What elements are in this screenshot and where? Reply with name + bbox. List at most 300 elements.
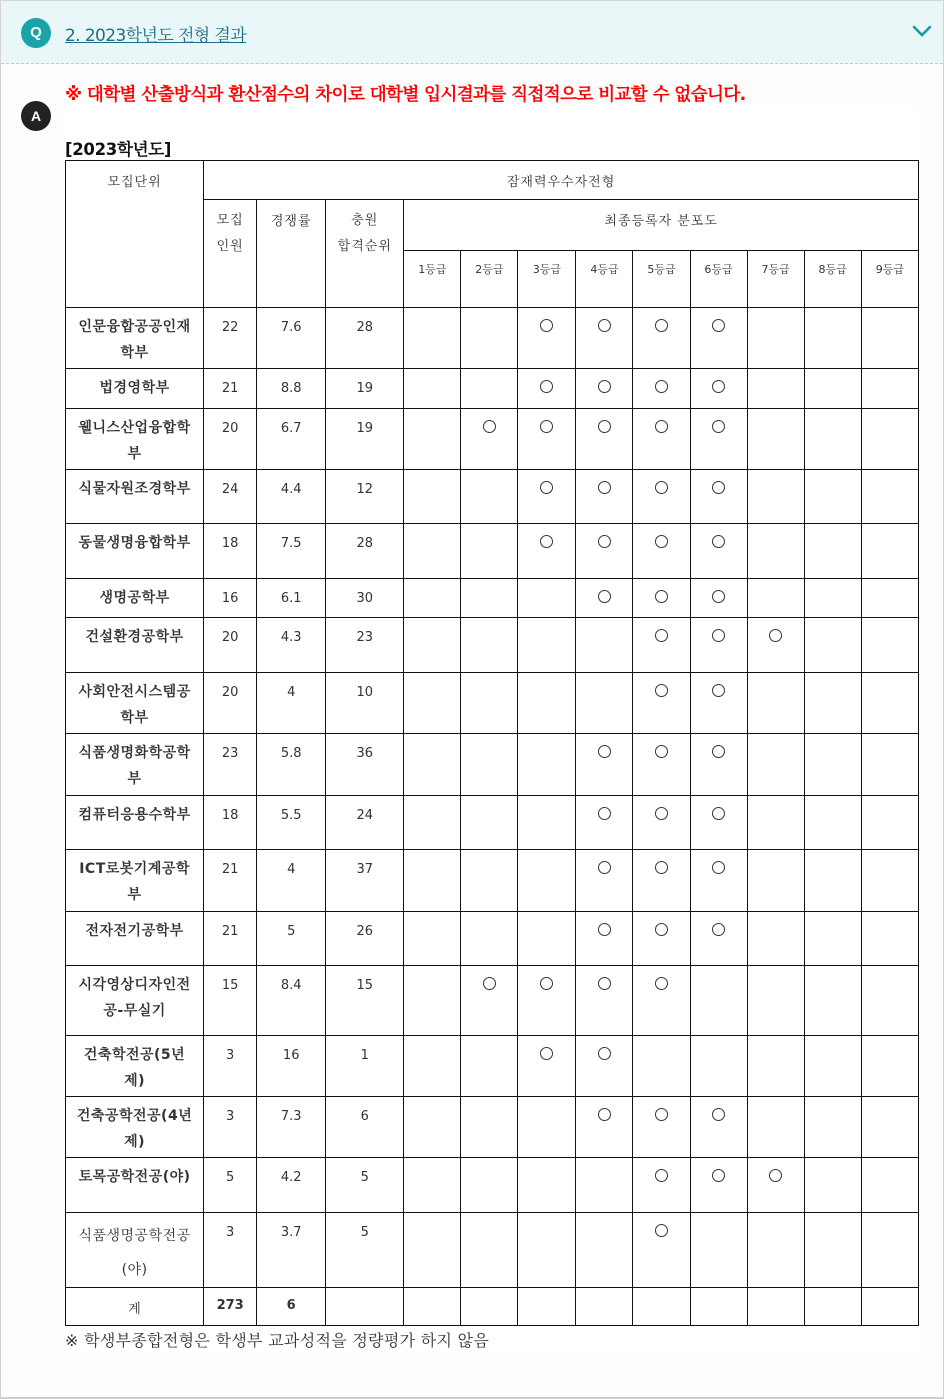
cell-grade-6 <box>690 1036 747 1097</box>
cell-grade-8 <box>804 409 861 470</box>
cell-grade-5 <box>633 409 690 470</box>
notice-warning: ※ 대학별 산출방식과 환산점수의 차이로 대학별 입시결과를 직접적으로 비교할 수 없습니다. <box>65 85 746 105</box>
cell-quota: 23 <box>204 734 257 796</box>
cell-waitlist: 37 <box>326 850 404 912</box>
unit-name <box>66 966 204 1036</box>
unit-name <box>66 1036 204 1097</box>
unit-name-line1: 건설환경공학부 <box>85 629 184 645</box>
cell-grade-4 <box>576 470 633 524</box>
cell-grade-5 <box>633 850 690 912</box>
cell-grade-4 <box>576 796 633 850</box>
circle-mark-icon <box>655 481 668 494</box>
cell-grade-4 <box>576 369 633 409</box>
unit-name <box>66 1097 204 1158</box>
unit-name <box>66 912 204 966</box>
cell-grade-4 <box>576 579 633 618</box>
total-empty-cell <box>461 1288 518 1326</box>
cell-grade-3 <box>518 1097 576 1158</box>
cell-grade-3 <box>518 966 576 1036</box>
circle-mark-icon <box>712 745 725 758</box>
cell-grade-5 <box>633 579 690 618</box>
cell-waitlist: 28 <box>326 308 404 369</box>
total-empty-cell <box>404 1288 461 1326</box>
circle-mark-icon <box>655 1108 668 1121</box>
cell-grade-5 <box>633 734 690 796</box>
circle-mark-icon <box>655 535 668 548</box>
unit-name-line2: 부 <box>127 771 142 787</box>
cell-quota: 3 <box>204 1097 257 1158</box>
table-row <box>66 618 919 673</box>
cell-grade-9 <box>861 1097 918 1158</box>
cell-waitlist: 26 <box>326 912 404 966</box>
cell-grade-3 <box>518 850 576 912</box>
cell-competition: 8.4 <box>257 966 326 1036</box>
unit-name <box>66 796 204 850</box>
table-row <box>66 409 919 470</box>
cell-waitlist: 23 <box>326 618 404 673</box>
cell-quota: 24 <box>204 470 257 524</box>
circle-mark-icon <box>598 923 611 936</box>
cell-grade-7 <box>747 966 804 1036</box>
unit-name-line1: 건축공학전공(4년 <box>76 1108 193 1124</box>
header-waitlist-line2: 합격순위 <box>337 239 392 254</box>
circle-mark-icon <box>655 1224 668 1237</box>
cell-grade-8 <box>804 524 861 579</box>
cell-grade-5 <box>633 1036 690 1097</box>
unit-name-line1: 토목공학전공(야) <box>78 1169 191 1185</box>
cell-grade-3 <box>518 1036 576 1097</box>
cell-grade-8 <box>804 734 861 796</box>
unit-name-line2: 제) <box>124 1134 146 1150</box>
cell-grade-1 <box>404 1213 461 1288</box>
unit-name-line1: 시각영상디자인전 <box>78 977 191 993</box>
cell-grade-9 <box>861 409 918 470</box>
cell-grade-7 <box>747 912 804 966</box>
cell-grade-2 <box>461 1036 518 1097</box>
results-table <box>65 160 919 1326</box>
cell-waitlist: 19 <box>326 409 404 470</box>
header-grade-7: 7등급 <box>747 251 804 308</box>
cell-grade-9 <box>861 1213 918 1288</box>
unit-name-line1: ICT로봇기계공학 <box>79 861 190 877</box>
cell-competition: 4.3 <box>257 618 326 673</box>
circle-mark-icon <box>769 1169 782 1182</box>
cell-grade-9 <box>861 734 918 796</box>
table-row <box>66 1158 919 1213</box>
cell-grade-6 <box>690 850 747 912</box>
cell-grade-7 <box>747 618 804 673</box>
unit-name-line1: 건축학전공(5년 <box>83 1047 186 1063</box>
unit-name-line1: 인문융합공공인재 <box>78 319 191 335</box>
cell-competition: 5.8 <box>257 734 326 796</box>
cell-grade-5 <box>633 966 690 1036</box>
cell-grade-1 <box>404 796 461 850</box>
cell-grade-2 <box>461 524 518 579</box>
circle-mark-icon <box>540 420 553 433</box>
cell-grade-5 <box>633 1158 690 1213</box>
circle-mark-icon <box>540 535 553 548</box>
cell-competition: 5 <box>257 912 326 966</box>
cell-grade-6 <box>690 673 747 734</box>
cell-grade-5 <box>633 470 690 524</box>
cell-grade-9 <box>861 524 918 579</box>
circle-mark-icon <box>655 1169 668 1182</box>
cell-grade-7 <box>747 1097 804 1158</box>
circle-mark-icon <box>598 590 611 603</box>
cell-grade-1 <box>404 1097 461 1158</box>
cell-grade-7 <box>747 308 804 369</box>
cell-grade-1 <box>404 524 461 579</box>
total-empty-cell <box>326 1288 404 1326</box>
circle-mark-icon <box>712 629 725 642</box>
cell-grade-7 <box>747 1158 804 1213</box>
table-row <box>66 796 919 850</box>
cell-competition: 7.3 <box>257 1097 326 1158</box>
header-grade-1: 1등급 <box>404 251 461 308</box>
header-grade-4: 4등급 <box>576 251 633 308</box>
cell-competition: 7.6 <box>257 308 326 369</box>
cell-grade-6 <box>690 734 747 796</box>
cell-grade-5 <box>633 524 690 579</box>
cell-grade-5 <box>633 673 690 734</box>
unit-name <box>66 308 204 369</box>
circle-mark-icon <box>598 807 611 820</box>
cell-competition: 5.5 <box>257 796 326 850</box>
cell-grade-9 <box>861 369 918 409</box>
circle-mark-icon <box>712 481 725 494</box>
cell-grade-2 <box>461 850 518 912</box>
cell-quota: 20 <box>204 673 257 734</box>
circle-mark-icon <box>655 319 668 332</box>
cell-grade-1 <box>404 850 461 912</box>
circle-mark-icon <box>483 420 496 433</box>
header-quota <box>204 200 257 308</box>
header-grade-6: 6등급 <box>690 251 747 308</box>
cell-grade-4 <box>576 966 633 1036</box>
unit-name <box>66 734 204 796</box>
circle-mark-icon <box>712 319 725 332</box>
cell-waitlist: 30 <box>326 579 404 618</box>
cell-grade-6 <box>690 1097 747 1158</box>
cell-grade-6 <box>690 912 747 966</box>
cell-quota: 18 <box>204 796 257 850</box>
cell-grade-5 <box>633 912 690 966</box>
cell-grade-4 <box>576 1097 633 1158</box>
cell-grade-9 <box>861 470 918 524</box>
cell-grade-9 <box>861 579 918 618</box>
cell-grade-2 <box>461 796 518 850</box>
unit-name-line1: 사회안전시스템공 <box>78 684 191 700</box>
cell-grade-7 <box>747 470 804 524</box>
circle-mark-icon <box>598 977 611 990</box>
unit-name <box>66 369 204 409</box>
total-empty-cell <box>861 1288 918 1326</box>
unit-name <box>66 673 204 734</box>
cell-grade-2 <box>461 409 518 470</box>
cell-competition: 8.8 <box>257 369 326 409</box>
question-badge: Q <box>21 18 51 48</box>
header-distribution: 최종등록자 분포도 <box>404 200 919 251</box>
header-grade-8: 8등급 <box>804 251 861 308</box>
unit-name-line1: 법경영학부 <box>99 380 170 396</box>
unit-name-line1: 웰니스산업융합학 <box>78 420 191 436</box>
cell-grade-9 <box>861 673 918 734</box>
total-empty-cell <box>747 1288 804 1326</box>
circle-mark-icon <box>655 684 668 697</box>
table-row <box>66 850 919 912</box>
circle-mark-icon <box>655 977 668 990</box>
circle-mark-icon <box>598 380 611 393</box>
cell-grade-5 <box>633 796 690 850</box>
circle-mark-icon <box>769 629 782 642</box>
cell-grade-2 <box>461 470 518 524</box>
cell-grade-7 <box>747 524 804 579</box>
cell-quota: 20 <box>204 409 257 470</box>
cell-grade-1 <box>404 470 461 524</box>
cell-grade-8 <box>804 850 861 912</box>
circle-mark-icon <box>655 590 668 603</box>
cell-quota: 21 <box>204 850 257 912</box>
cell-grade-6 <box>690 966 747 1036</box>
cell-grade-9 <box>861 1036 918 1097</box>
cell-grade-7 <box>747 734 804 796</box>
circle-mark-icon <box>712 807 725 820</box>
circle-mark-icon <box>483 977 496 990</box>
cell-grade-4 <box>576 734 633 796</box>
cell-grade-6 <box>690 409 747 470</box>
cell-grade-7 <box>747 1036 804 1097</box>
unit-name <box>66 409 204 470</box>
total-empty-cell <box>690 1288 747 1326</box>
circle-mark-icon <box>712 420 725 433</box>
cell-grade-8 <box>804 369 861 409</box>
unit-name-line2: 제) <box>124 1073 146 1089</box>
unit-name <box>66 524 204 579</box>
circle-mark-icon <box>712 923 725 936</box>
year-label: [2023학년도] <box>65 140 172 159</box>
cell-grade-9 <box>861 966 918 1036</box>
cell-quota: 3 <box>204 1213 257 1288</box>
total-competition: 6 <box>257 1288 326 1326</box>
table-row <box>66 1213 919 1288</box>
table-row <box>66 734 919 796</box>
header-quota-line1: 모집 <box>216 213 244 228</box>
unit-name-line1: 전자전기공학부 <box>85 923 184 939</box>
cell-grade-2 <box>461 734 518 796</box>
circle-mark-icon <box>540 380 553 393</box>
question-header[interactable] <box>1 1 943 64</box>
unit-name-line1: 식품생명화학공학 <box>78 745 191 761</box>
cell-grade-6 <box>690 579 747 618</box>
unit-name-line1: 생명공학부 <box>99 590 170 606</box>
cell-grade-4 <box>576 912 633 966</box>
cell-grade-3 <box>518 369 576 409</box>
cell-grade-4 <box>576 409 633 470</box>
cell-grade-3 <box>518 308 576 369</box>
cell-grade-1 <box>404 734 461 796</box>
cell-quota: 21 <box>204 369 257 409</box>
circle-mark-icon <box>655 923 668 936</box>
circle-mark-icon <box>712 1169 725 1182</box>
unit-name-line2: 학부 <box>120 345 149 361</box>
cell-quota: 22 <box>204 308 257 369</box>
cell-grade-5 <box>633 369 690 409</box>
cell-waitlist: 5 <box>326 1213 404 1288</box>
cell-grade-5 <box>633 1213 690 1288</box>
unit-name <box>66 1158 204 1213</box>
cell-grade-4 <box>576 1158 633 1213</box>
header-grade-3: 3등급 <box>518 251 576 308</box>
cell-grade-8 <box>804 966 861 1036</box>
cell-quota: 16 <box>204 579 257 618</box>
cell-competition: 3.7 <box>257 1213 326 1288</box>
header-grade-9: 9등급 <box>861 251 918 308</box>
cell-grade-4 <box>576 308 633 369</box>
circle-mark-icon <box>598 420 611 433</box>
table-row <box>66 369 919 409</box>
cell-waitlist: 19 <box>326 369 404 409</box>
cell-waitlist: 12 <box>326 470 404 524</box>
unit-name <box>66 1213 204 1288</box>
cell-grade-1 <box>404 1036 461 1097</box>
unit-name <box>66 470 204 524</box>
unit-name-line2: 부 <box>127 887 142 903</box>
cell-grade-6 <box>690 308 747 369</box>
cell-grade-8 <box>804 470 861 524</box>
chevron-down-icon[interactable] <box>912 23 932 39</box>
cell-grade-7 <box>747 1213 804 1288</box>
cell-grade-2 <box>461 966 518 1036</box>
circle-mark-icon <box>655 745 668 758</box>
cell-grade-7 <box>747 673 804 734</box>
total-empty-cell <box>518 1288 576 1326</box>
header-admission-type: 잠재력우수자전형 <box>204 161 919 200</box>
cell-grade-8 <box>804 796 861 850</box>
cell-waitlist: 28 <box>326 524 404 579</box>
cell-waitlist: 36 <box>326 734 404 796</box>
cell-grade-3 <box>518 409 576 470</box>
header-waitlist-line1: 충원 <box>351 213 379 228</box>
cell-quota: 3 <box>204 1036 257 1097</box>
header-unit: 모집단위 <box>66 161 204 308</box>
cell-grade-9 <box>861 1158 918 1213</box>
circle-mark-icon <box>598 1047 611 1060</box>
total-quota: 273 <box>204 1288 257 1326</box>
answer-badge: A <box>21 101 51 131</box>
cell-grade-8 <box>804 579 861 618</box>
circle-mark-icon <box>712 684 725 697</box>
cell-grade-1 <box>404 308 461 369</box>
table-row <box>66 912 919 966</box>
cell-quota: 5 <box>204 1158 257 1213</box>
unit-name-line1: 식물자원조경학부 <box>78 481 191 497</box>
cell-grade-3 <box>518 796 576 850</box>
unit-name-line1: 컴퓨터응용수학부 <box>78 807 191 823</box>
cell-quota: 18 <box>204 524 257 579</box>
cell-grade-1 <box>404 966 461 1036</box>
footnote: ※ 학생부종합전형은 학생부 교과성적을 정량평가 하지 않음 <box>65 1331 490 1350</box>
cell-grade-1 <box>404 579 461 618</box>
cell-grade-4 <box>576 850 633 912</box>
cell-grade-3 <box>518 470 576 524</box>
cell-grade-2 <box>461 1158 518 1213</box>
cell-grade-2 <box>461 369 518 409</box>
unit-name-line2: 학부 <box>120 710 149 726</box>
cell-grade-4 <box>576 1036 633 1097</box>
cell-grade-8 <box>804 1213 861 1288</box>
cell-grade-1 <box>404 618 461 673</box>
total-empty-cell <box>804 1288 861 1326</box>
cell-grade-7 <box>747 409 804 470</box>
cell-grade-3 <box>518 673 576 734</box>
cell-grade-9 <box>861 850 918 912</box>
circle-mark-icon <box>598 481 611 494</box>
header-grade-5: 5등급 <box>633 251 690 308</box>
circle-mark-icon <box>598 745 611 758</box>
cell-quota: 15 <box>204 966 257 1036</box>
unit-name <box>66 850 204 912</box>
circle-mark-icon <box>712 590 725 603</box>
cell-competition: 6.7 <box>257 409 326 470</box>
unit-name-line1: 식품생명공학전공 <box>78 1228 191 1244</box>
circle-mark-icon <box>712 380 725 393</box>
unit-name-line1: 동물생명융합학부 <box>78 535 191 551</box>
circle-mark-icon <box>712 535 725 548</box>
total-empty-cell <box>576 1288 633 1326</box>
table-row <box>66 308 919 369</box>
cell-grade-6 <box>690 524 747 579</box>
cell-grade-7 <box>747 796 804 850</box>
cell-grade-6 <box>690 1158 747 1213</box>
total-label: 계 <box>66 1288 204 1326</box>
cell-grade-9 <box>861 912 918 966</box>
circle-mark-icon <box>598 1108 611 1121</box>
cell-grade-5 <box>633 1097 690 1158</box>
cell-competition: 4 <box>257 850 326 912</box>
cell-quota: 20 <box>204 618 257 673</box>
cell-grade-1 <box>404 673 461 734</box>
circle-mark-icon <box>712 861 725 874</box>
cell-grade-7 <box>747 579 804 618</box>
cell-grade-4 <box>576 1213 633 1288</box>
cell-grade-8 <box>804 673 861 734</box>
cell-grade-3 <box>518 618 576 673</box>
cell-grade-3 <box>518 1158 576 1213</box>
cell-grade-8 <box>804 308 861 369</box>
cell-competition: 4 <box>257 673 326 734</box>
circle-mark-icon <box>540 319 553 332</box>
cell-grade-1 <box>404 1158 461 1213</box>
cell-grade-3 <box>518 734 576 796</box>
cell-grade-2 <box>461 618 518 673</box>
cell-grade-2 <box>461 673 518 734</box>
table-row <box>66 673 919 734</box>
cell-competition: 4.4 <box>257 470 326 524</box>
cell-grade-6 <box>690 618 747 673</box>
cell-grade-6 <box>690 369 747 409</box>
cell-quota: 21 <box>204 912 257 966</box>
circle-mark-icon <box>655 380 668 393</box>
cell-competition: 7.5 <box>257 524 326 579</box>
unit-name-line2: (야) <box>121 1262 148 1278</box>
table-row <box>66 524 919 579</box>
cell-waitlist: 5 <box>326 1158 404 1213</box>
cell-grade-6 <box>690 796 747 850</box>
header-grade-2: 2등급 <box>461 251 518 308</box>
unit-name <box>66 579 204 618</box>
circle-mark-icon <box>540 977 553 990</box>
question-title-link[interactable]: 2. 2023학년도 전형 결과 <box>65 26 247 46</box>
